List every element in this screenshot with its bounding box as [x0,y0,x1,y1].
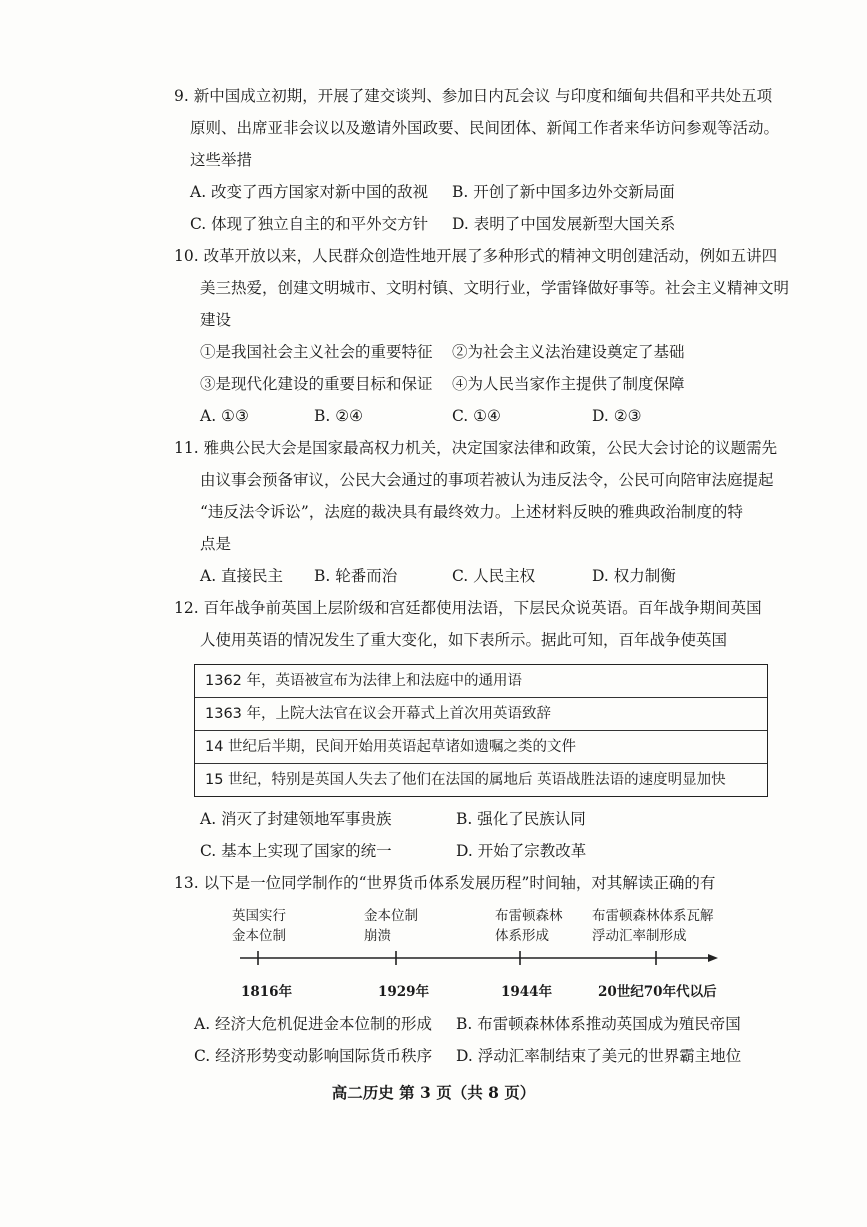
table-row: 1363 年，上院大法官在议会开幕式上首次用英语致辞 [195,698,767,731]
timeline-event-4-line-1: 布雷顿森林体系瓦解 [592,908,714,924]
q12-option-d: D. 开始了宗教改革 [456,842,587,860]
timeline-event-1-line-2: 金本位制 [232,928,286,944]
q10-stem-line-1: 10. 改革开放以来，人民群众创造性地开展了多种形式的精神文明创建活动，例如五讲四 [174,247,778,265]
q11-stem-line-4: 点是 [200,535,232,553]
q12-option-a: A. 消灭了封建领地军事贵族 [200,810,392,828]
timeline-event-1-line-1: 英国实行 [232,908,286,924]
page-footer: 高二历史 第 3 页（共 8 页） [331,1083,536,1102]
timeline-event-3-line-1: 布雷顿森林 [495,908,563,924]
q12-stem-line-2: 人使用英语的情况发生了重大变化，如下表所示。据此可知，百年战争使英国 [200,631,728,649]
english-usage-table [194,664,768,797]
q13-option-b: B. 布雷顿森林体系推动英国成为殖民帝国 [456,1015,741,1033]
q10-option-b: B. ②④ [314,407,364,425]
timeline-axis [230,948,720,968]
q13-option-a: A. 经济大危机促进金本位制的形成 [194,1015,433,1033]
q9-stem-line-3: 这些举措 [190,151,253,169]
timeline-event-2-line-2: 崩溃 [364,928,391,944]
table-row: 1362 年，英语被宣布为法律上和法庭中的通用语 [195,665,767,698]
q11-option-b: B. 轮番而治 [314,567,398,585]
q13-option-d: D. 浮动汇率制结束了美元的世界霸主地位 [456,1047,742,1065]
q10-statement-1: ①是我国社会主义社会的重要特征 [200,343,433,361]
q9-option-a: A. 改变了西方国家对新中国的敌视 [190,183,429,201]
timeline-event-2-line-1: 金本位制 [364,908,418,924]
q10-statement-3: ③是现代化建设的重要目标和保证 [200,375,433,393]
q11-stem-line-1: 11. 雅典公民大会是国家最高权力机关，决定国家法律和政策，公民大会讨论的议题需先 [174,439,778,457]
timeline-event-4-line-2: 浮动汇率制形成 [592,928,687,944]
q11-option-c: C. 人民主权 [452,567,536,585]
q9-option-d: D. 表明了中国发展新型大国关系 [452,215,676,233]
q10-option-a: A. ①③ [200,407,249,425]
q11-option-d: D. 权力制衡 [592,567,676,585]
timeline-arrow-icon [708,954,718,962]
q10-option-c: C. ①④ [452,407,501,425]
q10-stem-line-2: 美三热爱，创建文明城市、文明村镇、文明行业，学雷锋做好事等。社会主义精神文明 [200,279,790,297]
table-row: 14 世纪后半期，民间开始用英语起草诸如遗嘱之类的文件 [195,731,767,764]
q11-stem-line-2: 由议事会预备审议，公民大会通过的事项若被认为违反法令，公民可向陪审法庭提起 [200,471,774,489]
q11-stem-line-3: “违反法令诉讼”，法庭的裁决具有最终效力。上述材料反映的雅典政治制度的特 [200,503,743,521]
q13-option-c: C. 经济形势变动影响国际货币秩序 [194,1047,433,1065]
q9-stem-line-2: 原则、出席亚非会议以及邀请外国政要、民间团体、新闻工作者来华访问参观等活动。 [190,119,780,137]
q10-stem-line-3: 建设 [200,311,232,329]
table-row: 15 世纪，特别是英国人失去了他们在法国的属地后 英语战胜法语的速度明显加快 [205,772,726,788]
q12-stem-line-1: 12. 百年战争前英国上层阶级和宫廷都使用法语，下层民众说英语。百年战争期间英国 [174,599,762,617]
timeline-year-4: 20世纪70年代以后 [598,984,717,1000]
q12-option-b: B. 强化了民族认同 [456,810,586,828]
timeline-year-3: 1944年 [501,984,553,1000]
q10-statement-4: ④为人民当家作主提供了制度保障 [452,375,685,393]
q11-option-a: A. 直接民主 [200,567,284,585]
timeline-year-2: 1929年 [378,984,430,1000]
q9-stem-line-1: 9. 新中国成立初期，开展了建交谈判、参加日内瓦会议 与印度和缅甸共倡和平共处五项 [174,87,773,105]
q9-option-b: B. 开创了新中国多边外交新局面 [452,183,675,201]
q10-option-d: D. ②③ [592,407,642,425]
q13-stem-line-1: 13. 以下是一位同学制作的“世界货币体系发展历程”时间轴，对其解读正确的有 [174,874,716,892]
q12-option-c: C. 基本上实现了国家的统一 [200,842,392,860]
timeline-event-3-line-2: 体系形成 [495,928,549,944]
timeline-year-1: 1816年 [241,984,293,1000]
q10-statement-2: ②为社会主义法治建设奠定了基础 [452,343,685,361]
q9-option-c: C. 体现了独立自主的和平外交方针 [190,215,429,233]
